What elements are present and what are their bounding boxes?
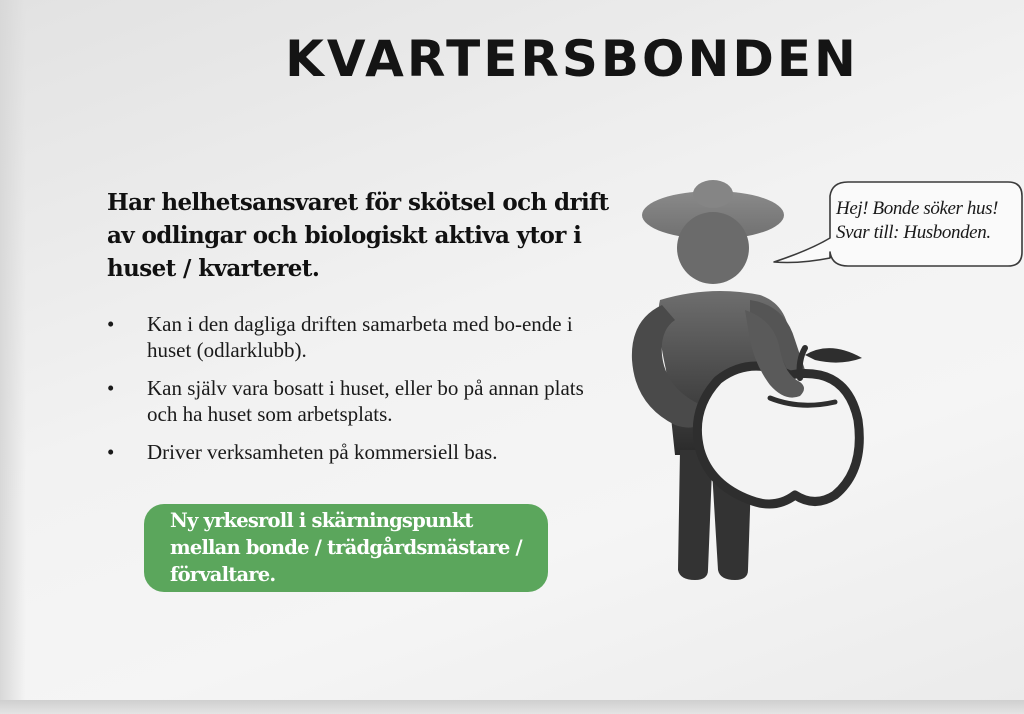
bullet-dot: • bbox=[107, 376, 115, 400]
speech-bubble-text: Hej! Bonde söker hus! Svar till: Husbonden. bbox=[836, 198, 999, 243]
hat-crown bbox=[693, 180, 733, 208]
slide-edge-shadow bbox=[0, 0, 26, 700]
bullet-text: Kan i den dagliga driften samarbeta med bo-ende i huset (odlarklubb). bbox=[147, 312, 573, 362]
bullet-list bbox=[107, 311, 587, 477]
bullet-text: Driver verksamheten på kommersiell bas. bbox=[147, 440, 498, 464]
bullet-dot: • bbox=[107, 440, 115, 464]
bullet-dot: • bbox=[107, 312, 115, 336]
slide-title: KVARTERSBONDEN bbox=[285, 30, 859, 88]
bullet-item bbox=[107, 375, 587, 427]
bottom-bar bbox=[0, 700, 1024, 714]
bullet-item bbox=[107, 439, 587, 465]
bullet-text: Kan själv vara bosatt i huset, eller bo på annan plats och ha huset som arbetsplats. bbox=[147, 376, 584, 426]
bullet-item bbox=[107, 311, 587, 363]
slide-heading: Har helhetsansvaret för skötsel och drift av odlingar och biologiskt aktiva ytor i huset / kvarteret. bbox=[107, 189, 609, 282]
head bbox=[677, 212, 749, 284]
callout-box: Ny yrkesroll i skärningspunkt mellan bonde / trädgårdsmästare / förvaltare. bbox=[144, 504, 548, 592]
